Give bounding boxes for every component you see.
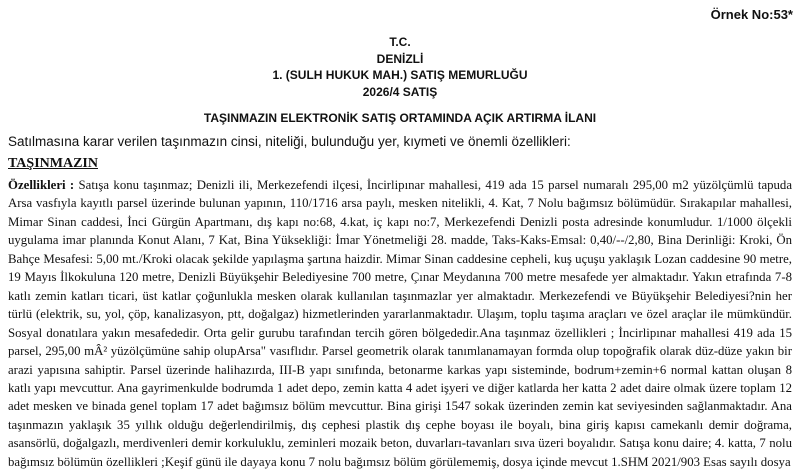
announcement-title: TAŞINMAZIN ELEKTRONİK SATIŞ ORTAMINDA AÇIK ARTIRMA İLANI xyxy=(203,111,597,125)
header-country: T.C. xyxy=(389,35,411,49)
features-label: Özellikleri : xyxy=(8,178,79,192)
features-text: Satışa konu taşınmaz; Denizli ili, Merkezefendi ilçesi, İncirlipınar mahallesi, 419 ada 15 parsel numaralı 295,00 m2 yüzölçümlü tapuda Arsa vasfıyla kayıtlı parsel üzerinde bulunan yapının, 110/1716 arsa paylı, mesken nitelikli, 4. Kat, 7 Nolu bağımsız bölümüdür. Sırakapılar mahallesi, Mimar Sinan caddesi, İnci Gürgün Apartmanı, dış kapı no:68, 4.kat, iç kapı no:7, Merkezefendi Denizli posta adresinde konumludur. 1/1000 ölçekli uygulama imar planında Konut Alanı, 7 Kat, Bina Yüksekliği: İmar Yönetmeliği 28. madde, Taks-Kaks-Emsal: 0,40/--/2,80, Bina Derinliği: Kroki, Ön Bahçe Mesafesi: 5,00 mt./Kroki olacak şekilde yapılaşma şartına haizdir. Mimar Sinan caddesine cepheli, kuş uçuşu yaklaşık Lozan caddesine 90 metre, 19 Mayıs İlkokuluna 120 metre, Denizli Büyükşehir Belediyesine 700 metre, Çınar Meydanına 700 metre mesafede yer almaktadır. Yakın etrafında 7-8 katlı zemin katları ticari, üst katlar çoğunlukla mesken olarak kullanılan taşınmazlar yer almaktadır. Merkezefendi ve Büyükşehir Belediyesi?nin her türlü (elektrik, su, yol, çöp, kanalizasyon, ptt, doğalgaz) hizmetlerinden yararlanmaktadır. Ulaşım, toplu taşıma araçları ve özel araçlar ile mümkündür. Sosyal donatılara yakın mesafededir. Orta gelir gurubu tarafından tercih gören bölgededir.Ana taşınmaz özellikleri ; İncirlipınar mahallesi 419 ada 15 parsel, 295,00 mÂ² yüzölçümüne sahip olupArsa" vasıflıdır. Parsel geometrik olarak tanımlanamayan formda olup topoğrafik olarak düz-düze yakın bir arazi yapısına sahiptir. Parsel üzerinde halihazırda, III-B yapı sınıfında, betonarme karkas yapı sisteminde, bodrum+zemin+6 normal kattan oluşan 8 katlı yapı mevcuttur. Ana gayrimenkulde bodrumda 1 adet depo, zemin katta 4 adet işyeri ve diğer katlarda her katta 2 adet daire olmak üzere toplam 12 adet mesken ve binada genel toplam 17 adet bağımsız bölüm mevcuttur. Bina girişi 1547 sokak üzerinden zemin kat seviyesinden sağlanmaktadır. Ana taşınmazın yaklaşık 35 yıllık olduğu değerlendirilmiş, dış cephesi plastik dış cephe boyası ile boyalı, bina giriş kapısı camekanlı demir doğrama, asansörlü, doğalgazlı, merdivenleri demir korkuluklu, zeminleri mozaik beton, duvarları-tavanları sıva üzeri boyalıdır. Satışa konu daire; 4. katta, 7 nolu bağımsız bölümün özellikleri ;Keşif günü ile dayaya konu 7 nolu bağımsız bölüm görülememiş, dosya içinde mevcut 1.SHM 2021/903 Esas sayılı dosya xyxy=(8,178,792,469)
header-office: 1. (SULH HUKUK MAH.) SATIŞ MEMURLUĞU xyxy=(272,68,528,82)
property-features-paragraph xyxy=(8,176,792,471)
sample-number: Örnek No:53* xyxy=(710,7,793,22)
document-header xyxy=(0,34,800,100)
header-city: DENİZLİ xyxy=(376,51,424,66)
header-file-number: 2026/4 SATIŞ xyxy=(362,84,438,99)
section-heading: TAŞINMAZIN xyxy=(8,156,98,171)
intro-text: Satılmasına karar verilen taşınmazın cinsi, niteliği, bulunduğu yer, kıymeti ve önemli özellikleri: xyxy=(8,134,571,149)
